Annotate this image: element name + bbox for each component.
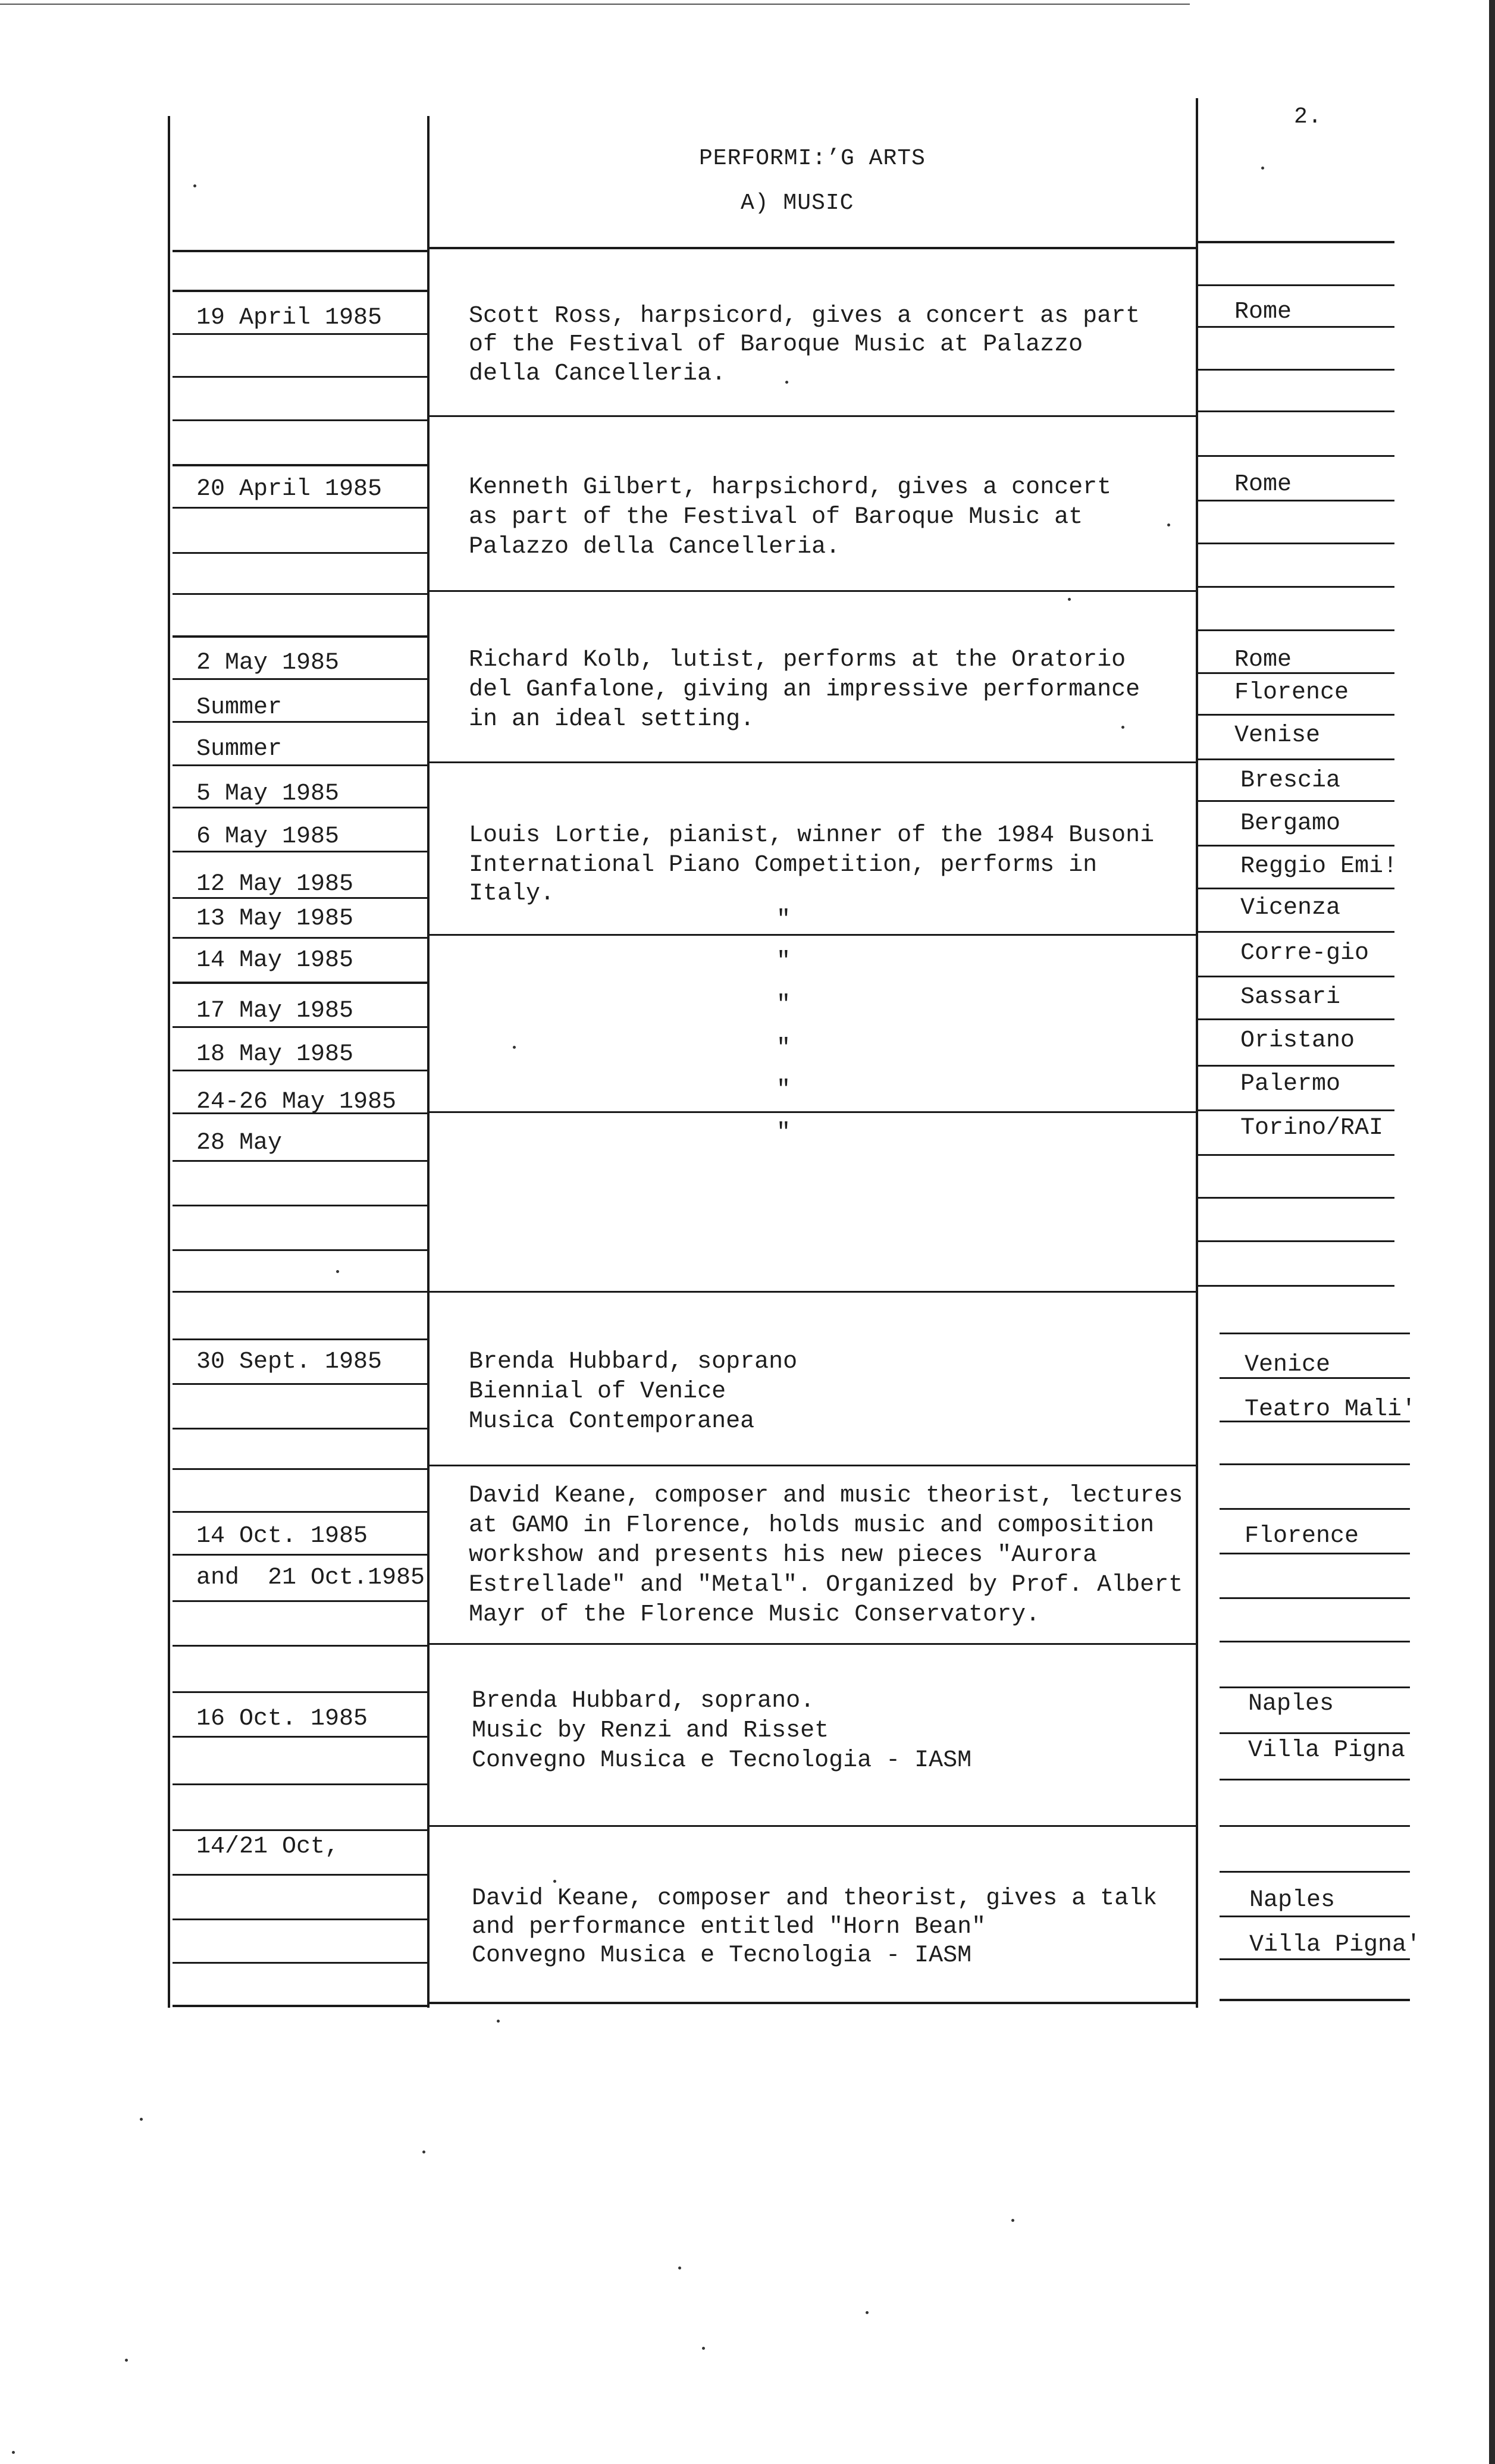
scan-speck [702,2347,705,2350]
row-rule [173,419,428,421]
row-rule [173,982,428,984]
row-rule [173,464,428,466]
place-rule [1198,1109,1394,1111]
place-rule [1198,931,1394,933]
row-rule [173,1554,428,1556]
row-rule [173,2005,428,2007]
place-rule [1198,543,1394,544]
entry-description-line: Scott Ross, harpsicord, gives a concert as part [469,303,1140,330]
place-rule [1198,845,1394,847]
section-rule [430,1643,1197,1645]
row-rule [173,1428,428,1430]
place-rule [1220,1508,1410,1510]
section-rule [430,1291,1197,1293]
entry-date: 6 May 1985 [196,823,340,850]
section-title: PERFORMI:’G ARTS [699,146,926,171]
entry-place: Florence [1234,679,1349,706]
entry-place: Venise [1234,722,1321,749]
scan-speck [1167,523,1170,526]
place-rule [1198,326,1394,328]
scan-speck [1121,726,1124,729]
entry-description-line: Musica Contemporanea [469,1408,755,1435]
scan-top-edge [0,4,1190,5]
place-rule [1198,1154,1394,1156]
entry-date: 20 April 1985 [196,476,383,503]
entry-description-line: at GAMO in Florence, holds music and composition [469,1512,1155,1539]
scan-speck [422,2150,425,2153]
entry-place: Oristano [1240,1027,1355,1054]
ditto-mark: " [776,1035,791,1062]
row-rule [173,1783,428,1785]
place-rule [1220,1641,1410,1642]
entry-date: 5 May 1985 [196,780,340,807]
entry-place: Villa Pigna' [1249,1932,1421,1958]
row-rule [173,1962,428,1964]
entry-place: Teatro Mali' [1245,1396,1416,1423]
place-rule [1198,1197,1394,1199]
page-number: 2. [1294,104,1322,130]
entry-description-line: International Piano Competition, performs in [469,852,1098,879]
place-rule [1220,1779,1410,1780]
entry-place: Palermo [1240,1071,1341,1098]
scan-speck [1011,2219,1014,2222]
entry-place: Corre-gio [1240,940,1369,967]
ditto-mark: " [776,1120,791,1146]
entry-description-line: in an ideal setting. [469,706,755,733]
entry-place: Rome [1234,647,1292,673]
place-rule [1220,1825,1410,1827]
row-rule [173,290,428,292]
row-rule [173,1468,428,1470]
row-rule [173,1205,428,1206]
ditto-mark: " [776,948,791,975]
row-rule [173,1874,428,1876]
row-rule [173,1645,428,1647]
entry-description-line: Estrellade" and "Metal". Organized by Prof. Albert [469,1572,1183,1598]
row-rule [173,764,428,766]
ditto-mark: " [776,907,791,933]
scan-speck [866,2311,869,2314]
row-rule [173,593,428,595]
place-rule [1198,1240,1394,1242]
place-rule [1198,1018,1394,1020]
place-rule [1198,1065,1394,1067]
entry-date: Summer [196,694,283,721]
row-rule [173,1600,428,1602]
scan-speck [12,2451,15,2454]
entry-date: 17 May 1985 [196,998,354,1024]
section-rule [430,1111,1197,1113]
entry-description-line: Convegno Musica e Tecnologia - IASM [472,1747,972,1774]
scan-speck [193,184,196,187]
scan-speck [497,2020,500,2023]
place-rule [1198,369,1394,371]
place-rule [1198,500,1394,501]
place-rule [1220,1999,1410,2001]
entry-place: Rome [1234,471,1292,498]
place-rule [1198,714,1394,716]
entry-date: 2 May 1985 [196,650,340,676]
scan-speck [336,1270,339,1273]
entry-place: Torino/RAI [1240,1115,1384,1142]
entry-place: Reggio Emi! [1240,853,1398,880]
scan-speck [140,2118,143,2121]
place-rule [1198,976,1394,977]
section-rule [430,761,1197,763]
section-subtitle: A) MUSIC [741,190,854,216]
ditto-mark: " [776,1077,791,1104]
place-rule [1220,1732,1410,1734]
section-rule [430,2002,1197,2004]
place-rule [1198,758,1394,760]
place-rule [1220,1463,1410,1465]
entry-description-line: of the Festival of Baroque Music at Palazzo [469,331,1083,358]
row-rule [173,635,428,638]
entry-date: Summer [196,736,283,763]
section-rule [430,934,1197,936]
scan-speck [1068,598,1071,601]
row-rule [173,937,428,939]
row-rule [173,1070,428,1071]
entry-date: and 21 Oct.1985 [196,1565,425,1591]
scan-speck [1261,167,1264,170]
entry-description-line: Mayr of the Florence Music Conservatory. [469,1601,1040,1628]
place-rule [1220,1553,1410,1554]
row-rule [173,1511,428,1513]
place-rule [1220,1597,1410,1599]
row-rule [173,1026,428,1028]
place-rule [1198,800,1394,802]
row-rule [173,376,428,378]
row-rule [173,678,428,680]
entry-description-line: David Keane, composer and theorist, gives a talk [472,1885,1158,1912]
place-rule [1198,284,1394,286]
entry-description-line: Richard Kolb, lutist, performs at the Oratorio [469,647,1126,673]
column-divider-left [168,116,170,2008]
row-rule [173,250,428,252]
entry-date: 14/21 Oct, [196,1833,340,1860]
entry-place: Florence [1245,1523,1359,1550]
column-divider-middle [427,116,430,2008]
entry-date: 30 Sept. 1985 [196,1349,383,1375]
scan-speck [513,1046,516,1049]
entry-date: 19 April 1985 [196,305,383,331]
entry-place: Naples [1248,1691,1334,1717]
entry-date: 18 May 1985 [196,1041,354,1068]
entry-description-line: Biennial of Venice [469,1378,726,1405]
entry-description-line: Brenda Hubbard, soprano. [472,1688,815,1714]
entry-description-line: Kenneth Gilbert, harpsichord, gives a concert [469,474,1112,501]
row-rule [173,1829,428,1831]
place-rule [1220,1871,1410,1873]
entry-description-line: del Ganfalone, giving an impressive performance [469,676,1140,703]
entry-place: Vicenza [1240,895,1341,921]
place-rule [1220,1916,1410,1917]
section-rule [430,1465,1197,1466]
entry-date: 13 May 1985 [196,905,354,932]
scan-right-edge [1489,0,1495,2464]
column-divider-right [1196,98,1198,2008]
entry-date: 12 May 1985 [196,871,354,898]
entry-description-line: Music by Renzi and Risset [472,1717,829,1744]
entry-date: 14 May 1985 [196,947,354,974]
row-rule [173,1160,428,1162]
entry-place: Sassari [1240,984,1341,1011]
entry-date: 24-26 May 1985 [196,1089,397,1115]
entry-description-line: Brenda Hubbard, soprano [469,1349,798,1375]
place-rule [1220,1686,1410,1688]
place-rule [1198,672,1394,674]
scan-speck [553,1880,556,1883]
entry-date: 28 May [196,1130,283,1156]
row-rule [173,1338,428,1340]
section-rule [430,247,1197,249]
scan-speck [785,381,788,384]
row-rule [173,1736,428,1738]
entry-place: Brescia [1240,767,1341,794]
row-rule [173,552,428,554]
place-rule [1198,888,1394,889]
place-rule [1198,1285,1394,1287]
entry-description-line: David Keane, composer and music theorist, lectures [469,1482,1183,1509]
scan-speck [125,2359,128,2362]
row-rule [173,1291,428,1293]
row-rule [173,1918,428,1920]
entry-place: Naples [1249,1887,1336,1914]
section-rule [430,590,1197,592]
row-rule [173,333,428,335]
entry-place: Bergamo [1240,810,1341,837]
entry-description-line: Louis Lortie, pianist, winner of the 1984 Busoni [469,822,1155,849]
row-rule [173,1383,428,1385]
entry-description-line: della Cancelleria. [469,360,726,387]
entry-description-line: Palazzo della Cancelleria. [469,534,841,560]
entry-date: 14 Oct. 1985 [196,1523,368,1550]
entry-place: Rome [1234,299,1292,325]
place-rule [1198,629,1394,631]
row-rule [173,507,428,509]
entry-place: Venice [1245,1352,1331,1378]
entry-description-line: as part of the Festival of Baroque Music at [469,504,1083,531]
place-rule [1220,1333,1410,1334]
place-rule [1198,241,1394,243]
place-rule [1198,410,1394,412]
section-rule [430,415,1197,417]
place-rule [1198,455,1394,457]
row-rule [173,1249,428,1251]
entry-description-line: workshow and presents his new pieces "Aurora [469,1542,1098,1569]
scan-speck [678,2266,681,2269]
entry-description-line: Italy. [469,880,555,907]
section-rule [430,1825,1197,1827]
ditto-mark: " [776,992,791,1018]
entry-place: Villa Pigna [1248,1737,1406,1764]
place-rule [1198,586,1394,588]
row-rule [173,1691,428,1693]
entry-description-line: and performance entitled "Horn Bean" [472,1914,986,1941]
entry-date: 16 Oct. 1985 [196,1706,368,1732]
entry-description-line: Convegno Musica e Tecnologia - IASM [472,1942,972,1969]
